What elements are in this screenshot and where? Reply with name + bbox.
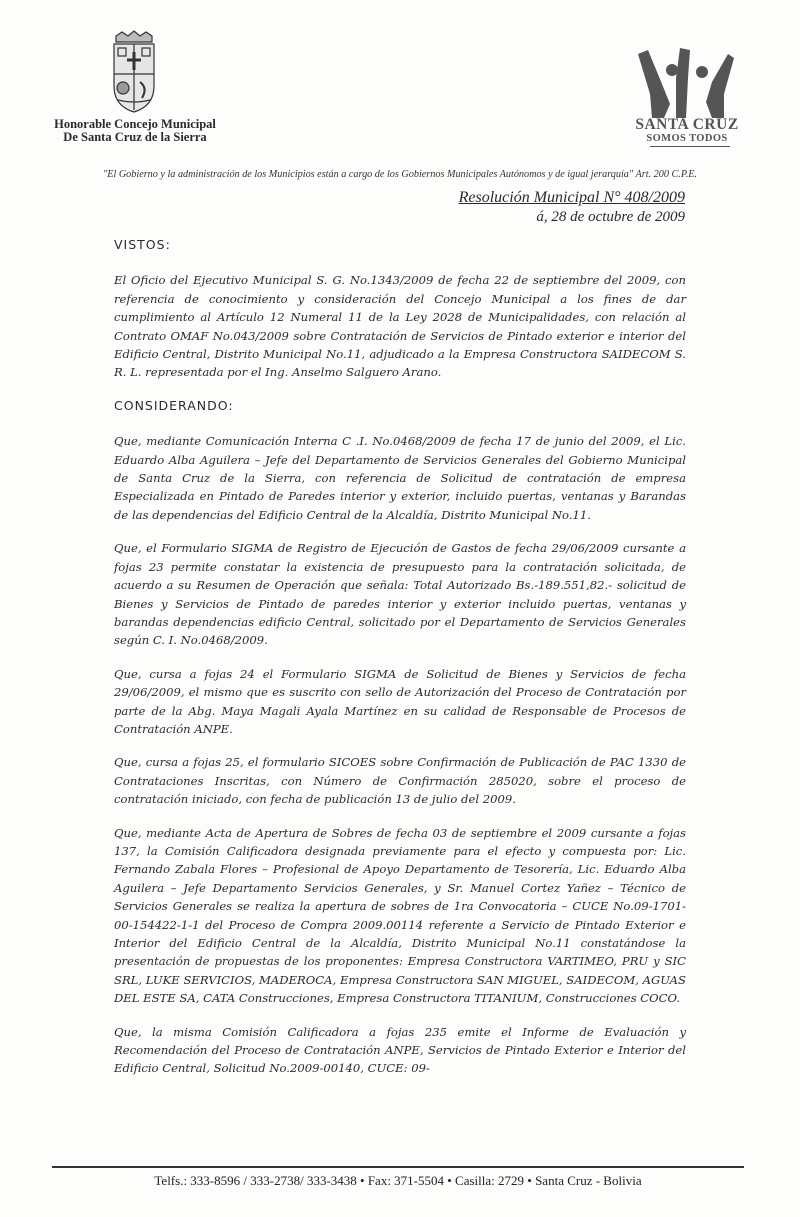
vistos-paragraph: El Oficio del Ejecutivo Municipal S. G. No.1343/2009 de fecha 22 de septiembre del 2009, con referencia de conocimiento y consideración del Concejo Municipal a los fines de dar cumplimiento al Artículo 12 Numeral 11 de la Ley 2028 de Municipalidades, con relación al Contrato OMAF No.043/2009 sobre Contratación de Servicios de Pintado exterior e interior del Edificio Central, Distrito Municipal No.11, adjudicado a la Empresa Constructora SAIDECOM S. R. L. representada por el Ing. Anselmo Salguero Arano.: [114, 273, 686, 380]
coat-of-arms-icon: [108, 30, 160, 114]
constitution-quote: "El Gobierno y la administración de los Municipios están a cargo de los Gobiernos Municipales Autónomos y de igual jerarquía" Art. 200 C.P.E.: [102, 169, 698, 180]
considerando-paragraph: Que, el Formulario SIGMA de Registro de Ejecución de Gastos de fecha 29/06/2009 cursante a fojas 23 permite constatar la existencia de presupuesto para la contratación solicitada, de acuerdo a su Resumen de Operación que señala: Total Autorizado Bs.-189.551,82.- solicitud de Bienes y Servicios de Pintado de paredes interior y exterior incluido puertas, ventanas y barandas dependencias edificio Central, solicitado por el Departamento de Servicios Generales según C. I. No.0468/2009.: [114, 541, 686, 648]
brand-tagline: SOMOS TODOS: [646, 133, 728, 144]
vistos-heading: VISTOS:: [114, 237, 171, 252]
brand-underline: [650, 146, 730, 147]
considerando-paragraph: Que, cursa a fojas 24 el Formulario SIGMA de Solicitud de Bienes y Servicios de fecha 29/06/2009, el mismo que es suscrito con sello de Autorización del Proceso de Contratación por parte de la Abg. Maya Magali Ayala Martínez en su calidad de Responsable de Procesos de Contratación ANPE.: [114, 666, 686, 736]
resolution-title: Resolución Municipal N° 408/2009: [458, 189, 685, 206]
considerando-paragraph: Que, la misma Comisión Calificadora a fojas 235 emite el Informe de Evaluación y Recomendación del Proceso de Contratación ANPE, Servicios de Pintado Exterior e Interior del Edificio Central, Solicitud No.2009-00140, CUCE: 09-: [114, 1024, 686, 1076]
document-body: [114, 236, 686, 1093]
considerando-heading: CONSIDERANDO:: [114, 397, 234, 413]
council-name-line2: De Santa Cruz de la Sierra: [63, 130, 207, 144]
council-name-line1: Honorable Concejo Municipal: [54, 117, 216, 131]
contact-footer: Telfs.: 333-8596 / 333-2738/ 333-3438 • Fax: 371-5504 • Casilla: 2729 • Santa Cruz - Bolivia: [154, 1173, 642, 1188]
resolution-date: á, 28 de octubre de 2009: [536, 209, 685, 225]
santa-cruz-logo-icon: [632, 48, 740, 120]
considerando-paragraph: Que, mediante Comunicación Interna C .I. No.0468/2009 de fecha 17 de junio del 2009, el Lic. Eduardo Alba Aguilera – Jefe del Departamento de Servicios Generales del Gobierno Municipal de Santa Cruz de la Sierra, con referencia de Solicitud de contratación de empresa Especializada en Pintado de Paredes interior y exterior, incluido puertas, ventanas y Barandas de las dependencias del Edificio Central de la Alcaldía, Distrito Municipal No.11.: [114, 434, 686, 522]
footer-divider: [52, 1166, 744, 1168]
considerando-paragraph: Que, mediante Acta de Apertura de Sobres de fecha 03 de septiembre el 2009 cursante a fojas 137, la Comisión Calificadora designada previamente para el efecto y compuesta por: Lic. Fernando Zabala Flores – Profesional de Apoyo Departamento de Tesorería, Lic. Eduardo Alba Aguilera – Jefe Departamento Servicios Generales, y Sr. Manuel Cortez Yañez – Técnico de Servicios Generales se realiza la apertura de sobres de 1ra Convocatoria – CUCE No.09-1701-00-154422-1-1 del Proceso de Compra 2009.00114 referente a Servicio de Pintado Exterior e Interior del Edificio Central de la Alcaldía, Distrito Municipal No.11 constatándose la presentación de propuestas de los proponentes: Empresa Constructora VARTIMEO, PRU y SIC SRL, LUKE SERVICIOS, MADEROCA, Empresa Constructora SAN MIGUEL, SAIDECOM, AGUAS DEL ESTE SA, CATA Construcciones, Empresa Constructora TITANIUM, Construcciones COCO.: [114, 825, 686, 1006]
council-name: [40, 118, 230, 144]
brand-name: SANTA CRUZ: [635, 116, 739, 133]
considerando-paragraph: Que, cursa a fojas 25, el formulario SICOES sobre Confirmación de Publicación de PAC 1330 de Contrataciones Inscritas, con Número de Confirmación 285020, sobre el proceso de contratación iniciado, con fecha de publicación 13 de julio del 2009.: [114, 755, 686, 807]
